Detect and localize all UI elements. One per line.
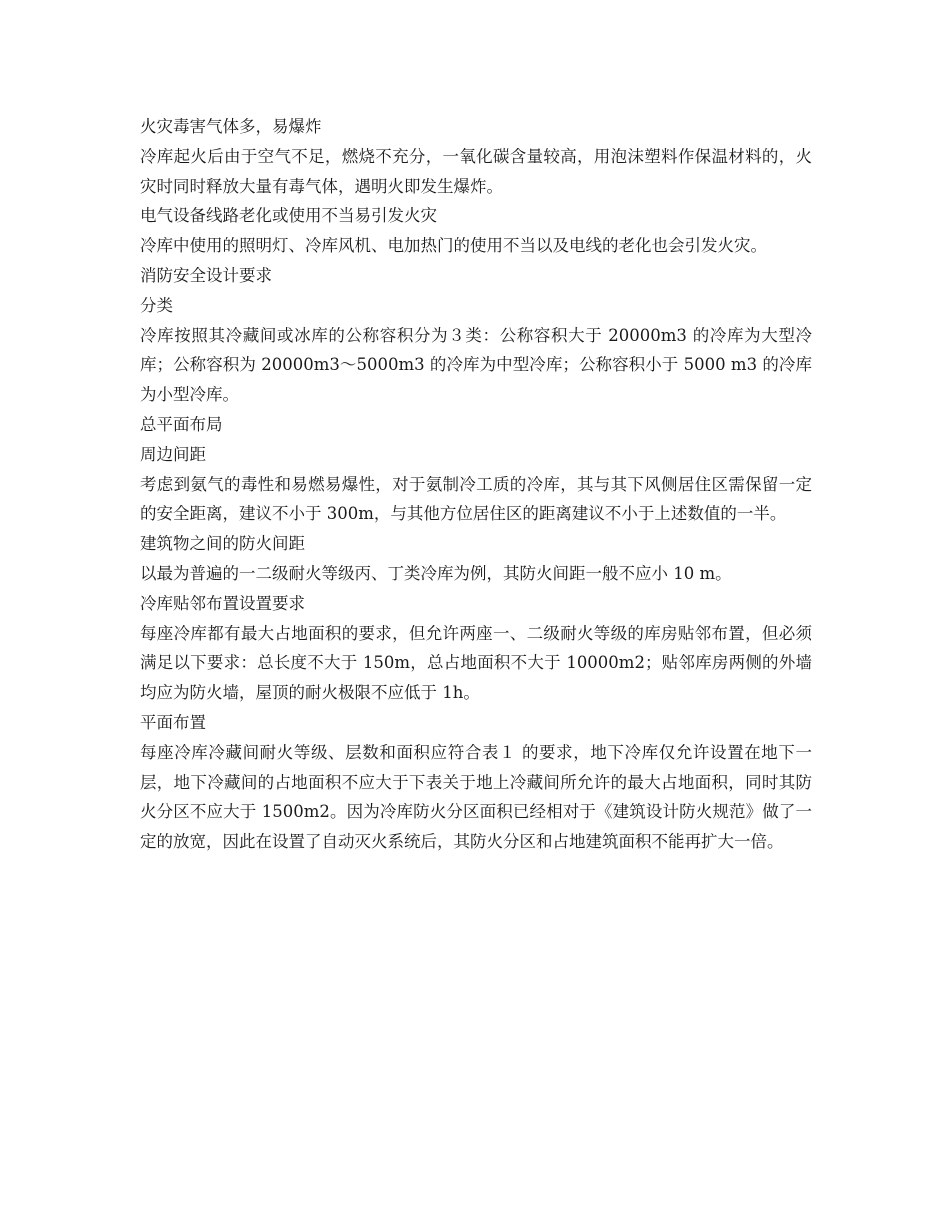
section-heading: 建筑物之间的防火间距	[140, 534, 305, 554]
section-heading: 火灾毒害气体多，易爆炸	[140, 117, 322, 136]
paragraph: 考虑到氨气的毒性和易燃易爆性，对于氨制冷工质的冷库，其与其下风侧居住区需保留一定的安全距离，建议不小于 300m，与其他方位居住区的距离建议不小于上述数值的一半。	[140, 474, 812, 524]
section-heading: 电气设备线路老化或使用不当易引发火灾	[140, 206, 437, 226]
paragraph: 每座冷库冷藏间耐火等级、层数和面积应符合表１ 的要求，地下冷库仅允许设置在地下一层，地下冷藏间的占地面积不应大于下表关于地上冷藏间所允许的最大占地面积，同时其防火分区不应大于 1500m2。因为冷库防火分区面积已经相对于《建筑设计防火规范》做了一定的放宽，因此在设置了自动灭火系统后，其防火分区和占地建筑面积不能再扩大一倍。	[140, 742, 812, 852]
paragraph: 每座冷库都有最大占地面积的要求，但允许两座一、二级耐火等级的库房贴邻布置，但必须满足以下要求：总长度不大于 150m，总占地面积不大于 10000m2；贴邻库房两侧的外墙均应为防火墙，屋顶的耐火极限不应低于 1h。	[140, 623, 812, 703]
paragraph: 冷库中使用的照明灯、冷库风机、电加热门的使用不当以及电线的老化也会引发火灾。	[140, 236, 767, 256]
section-heading: 周边间距	[140, 444, 206, 464]
section-heading: 消防安全设计要求	[140, 265, 272, 285]
section-heading: 总平面布局	[140, 414, 223, 434]
section-heading: 冷库贴邻布置设置要求	[140, 593, 305, 613]
paragraph: 冷库起火后由于空气不足，燃烧不充分，一氧化碳含量较高，用泡沫塑料作保温材料的，火灾时同时释放大量有毒气体，遇明火即发生爆炸。	[140, 146, 812, 196]
section-heading: 分类	[140, 295, 173, 315]
paragraph: 冷库按照其冷藏间或冰库的公称容积分为３类：公称容积大于 20000m3 的冷库为大型冷库；公称容积为 20000m3～5000m3 的冷库为中型冷库；公称容积小于 5000 m3 的冷库为小型冷库。	[140, 325, 812, 405]
document-body	[140, 112, 812, 857]
section-heading: 平面布置	[140, 712, 206, 732]
paragraph: 以最为普遍的一二级耐火等级丙、丁类冷库为例，其防火间距一般不应小 10 m。	[140, 563, 732, 583]
